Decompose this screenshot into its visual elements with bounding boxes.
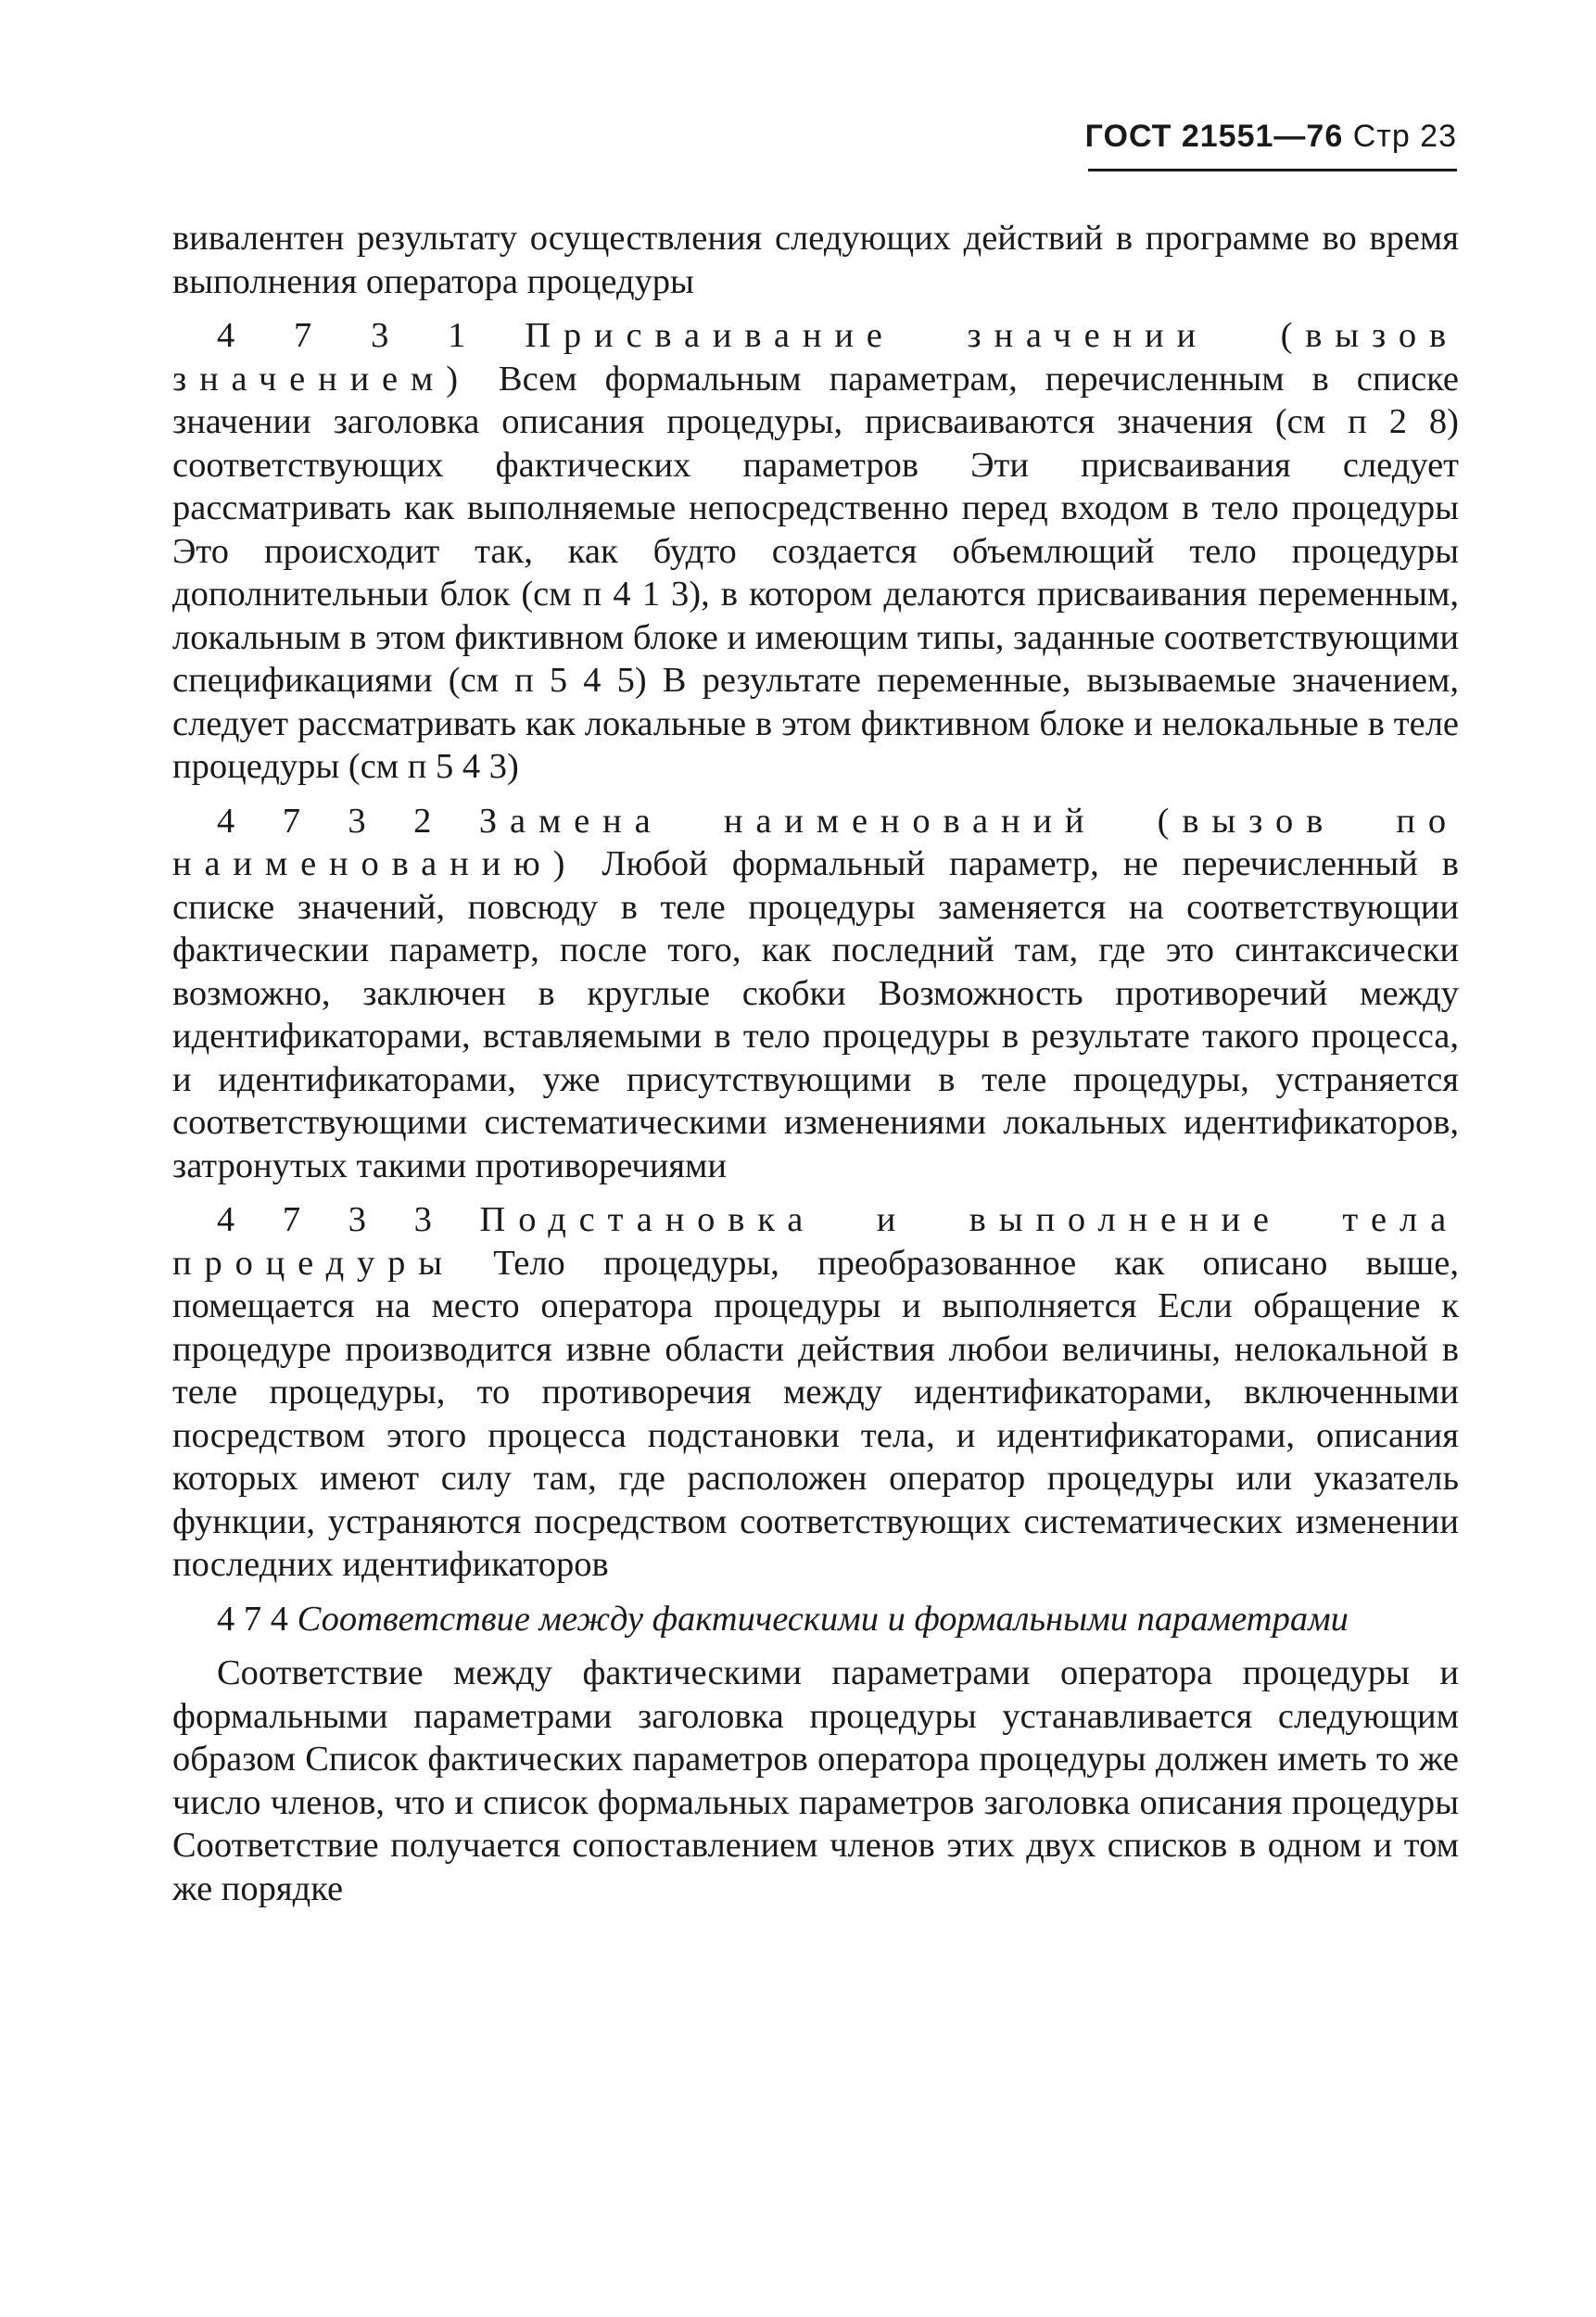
section-text: Всем формальным параметрам, перечисленным в списке значении заголовка описания процедуры, присваиваются значения (см п 2 8) соответствующих фактических параметров Эти присваивания следует рассматривать как выполняемые непосредственно перед входом в тело процедуры Это происходит так, как будто создается объемлющий тело процедуры дополнительныи блок (см п 4 1 3), в котором делаются присваивания переменным, локальным в этом фиктивном блоке и имеющим типы, заданные соответствующими спецификациями (см п 5 4 5) В результате переменные, вызываемые значением, следует рассматривать как локальные в этом фиктивном блоке и нелокальные в теле процедуры (см п 5 4 3) bbox=[172, 359, 1460, 786]
section-number: 4 7 3 2 bbox=[217, 801, 432, 841]
standard-number: ГОСТ 21551—76 bbox=[1084, 119, 1344, 154]
header-rule bbox=[1088, 169, 1457, 171]
section-heading: Соответствие между фактическими и формальными параметрами bbox=[297, 1599, 1349, 1639]
section-number: 4 7 4 bbox=[217, 1599, 288, 1639]
section-4731 bbox=[172, 314, 1459, 789]
paragraph-text: вивалентен результату осуществления следующих действий в программе во время выполнения оператора процедуры bbox=[172, 219, 1459, 301]
section-474 bbox=[172, 1598, 1459, 1641]
section-4733 bbox=[172, 1198, 1459, 1587]
section-text: Любой формальный параметр, не перечисленный в списке значений, повсюду в теле процедуры заменяется на соответствующии фактическии параметр, после того, как последний там, где это синтаксически возможно, заключен в круглые скобки Возможность противоречий между идентификаторами, вставляемыми в тело процедуры в результате такого процесса, и идентификаторами, уже присутствующими в теле процедуры, устраняется соответствующими систематическими изменениями локальных идентификаторов, затронутых такими противоречиями bbox=[172, 844, 1459, 1185]
document-body bbox=[172, 217, 1459, 1910]
paragraph-text: Соответствие между фактическими параметрами оператора процедуры и формальными параметрами заголовка процедуры устанавливается следующим образом Список фактических параметров оператора процедуры должен иметь то же число членов, что и список формальных параметров заголовка описания процедуры Соответствие получается сопоставлением членов этих двух списков в одном и том же порядке bbox=[172, 1653, 1459, 1908]
section-4732 bbox=[172, 800, 1459, 1188]
paragraph-continuation bbox=[172, 217, 1459, 303]
section-heading: Замена наименований (вызов по наименованию) bbox=[172, 801, 1460, 883]
page-number: Стр 23 bbox=[1352, 119, 1457, 154]
section-number: 4 7 3 1 bbox=[217, 316, 466, 355]
page-header bbox=[0, 119, 1457, 155]
section-heading: Присваивание значении (вызов значением) bbox=[172, 316, 1460, 399]
section-heading: Подстановка и выполнение тела процедуры bbox=[172, 1200, 1460, 1283]
paragraph-correspondence bbox=[172, 1652, 1459, 1910]
section-number: 4 7 3 3 bbox=[217, 1200, 432, 1239]
section-text: Тело процедуры, преобразованное как описано выше, помещается на место оператора процедуры и выполняется Если обращение к процедуре производится извне области действия любои величины, нелокальной в теле процедуры, то противоречия между идентификаторами, включенными посредством этого процесса подстановки тела, и идентификаторами, описания которых имеют силу там, где расположен оператор процедуры или указатель функции, устраняются посредством соответствующих систематических изменении последних идентификаторов bbox=[172, 1243, 1460, 1584]
